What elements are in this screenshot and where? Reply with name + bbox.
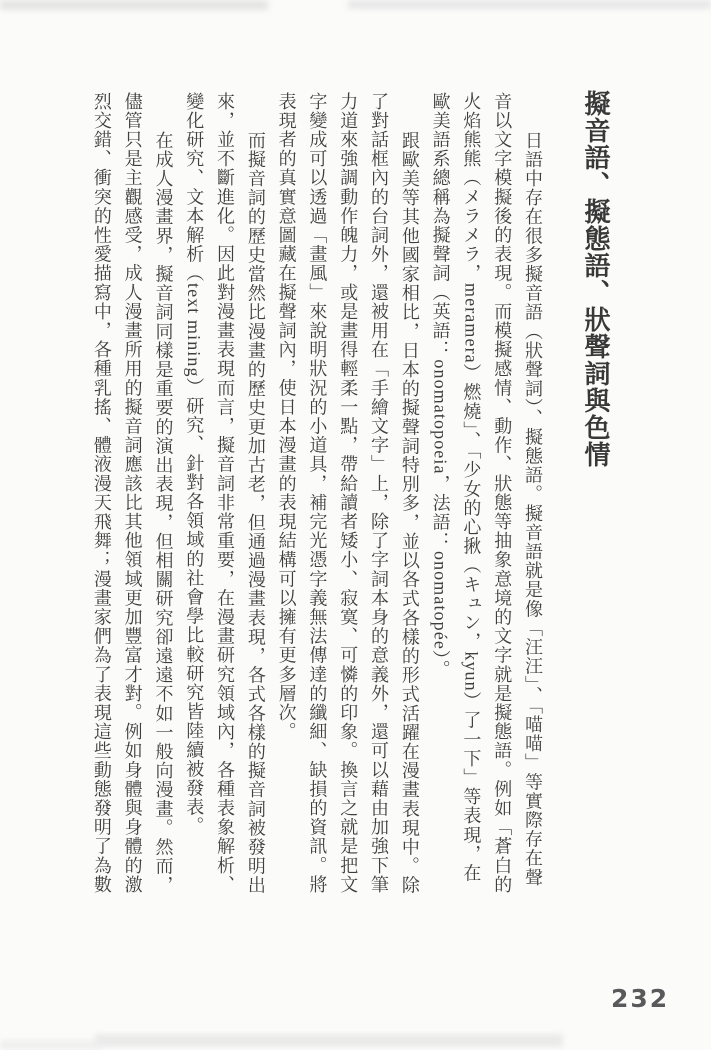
scan-smudge-top-left	[0, 0, 268, 10]
paragraph-3: 而擬音詞的歷史當然比漫畫的歷史更加古老，但通過漫畫表現，各式各樣的擬音詞被發明出來，並不斷進化。因此對漫畫表現而言，擬音詞非常重要，在漫畫研究領域內，各種表象解析、變化研究、文本解析（text mining）研究、針對各領域的社會學比較研究皆陸續被發表。	[184, 92, 266, 895]
scan-smudge-bottom	[95, 1034, 563, 1047]
paragraph-2: 跟歐美等其他國家相比，日本的擬聲詞特別多，並以各式各樣的形式活躍在漫畫表現中。除了對話框內的台詞外，還被用在「手繪文字」上，除了字詞本身的意義外，還可以藉由加強下筆力道來強調動作魄力，或是畫得輕柔一點，帶給讀者矮小、寂寞、可憐的印象。換言之就是把文字變成可以透過「畫風」來說明狀況的小道具，補完光憑字義無法傳達的纖細、缺損的資訊。將表現者的真實意圖藏在擬聲詞內，使日本漫畫的表現結構可以擁有更多層次。	[276, 92, 420, 895]
scan-smudge-bottom-left	[0, 1040, 100, 1050]
body-text	[86, 92, 548, 900]
page-title: 擬音語、擬態語、狀聲詞與色情	[581, 90, 610, 468]
scan-smudge-top-mid	[348, 0, 711, 9]
paragraph-4: 在成人漫畫界，擬音詞同樣是重要的演出表現，但相關研究卻遠遠不如一般向漫畫。然而，儘管只是主觀感受，成人漫畫所用的擬音詞應該比其他領域更加豐富才對。例如身體與身體的激烈交錯、衝突的性愛描寫中，各種乳搖、體液漫天飛舞；漫畫家們為了表現這些動態發明了為數	[91, 92, 174, 895]
paragraph-1: 日語中存在很多擬音語（狀聲詞）、擬態語。擬音語就是像「汪汪」、「喵喵」等實際存在聲音以文字模擬後的表現。而模擬感情、動作、狀態等抽象意境的文字就是擬態語。例如「蒼白的火焰熊熊（メラメラ，meramera）燃燒」、「少女的心揪（キュン，kyun）了一下」等表現，在歐美語系總稱為擬聲詞（英語：onomatopoeia，法語：onomatopée）。	[430, 92, 543, 895]
page-number: 232	[611, 984, 670, 1013]
